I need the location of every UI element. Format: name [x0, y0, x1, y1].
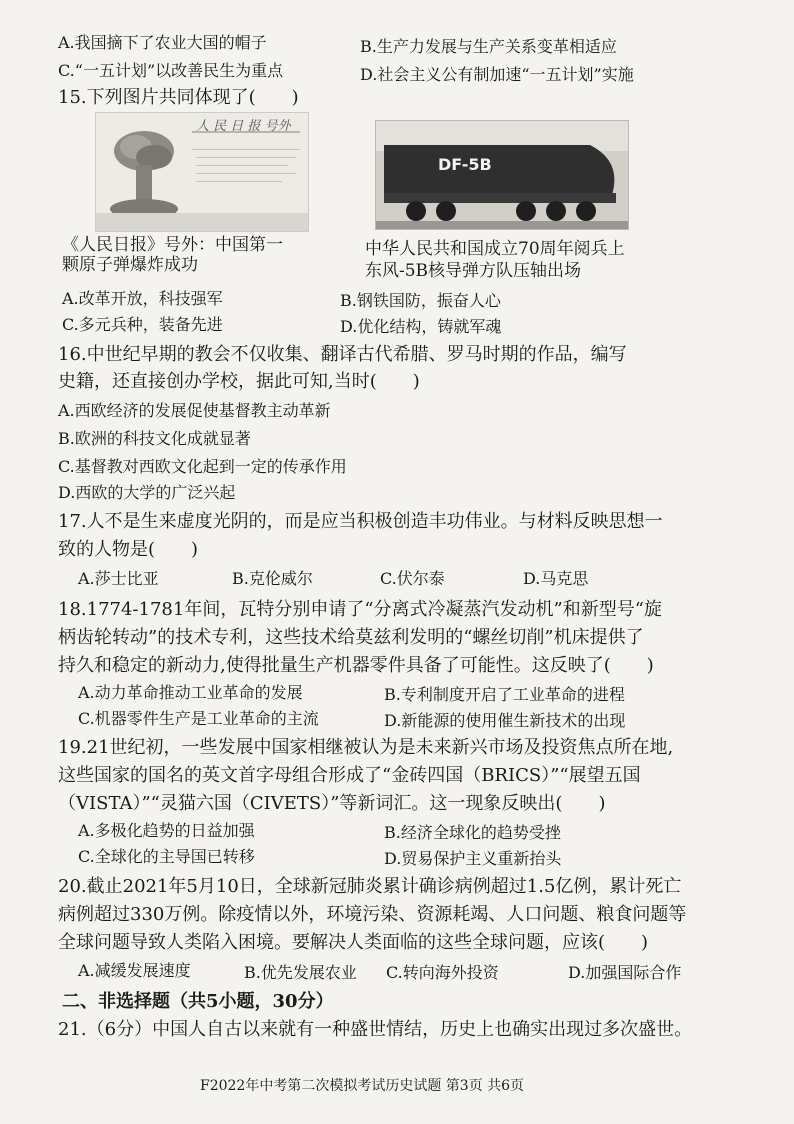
q20-stem-line1: 20.截止2021年5月10日，全球新冠肺炎累计确诊病例超过1.5亿例，累计死亡 [58, 876, 682, 897]
newspaper-masthead: 人 民 日 报 号外 [196, 119, 291, 134]
q20-option-c: C.转向海外投资 [386, 963, 499, 982]
q17-option-a: A.莎士比亚 [78, 569, 159, 588]
q19-option-a: A.多极化趋势的日益加强 [78, 821, 255, 840]
q14-option-c: C.“一五计划”以改善民生为重点 [58, 61, 284, 80]
q18-stem-line1: 18.1774-1781年间，瓦特分别申请了“分离式冷凝蒸汽发动机”和新型号“旋 [58, 599, 662, 620]
q15-option-a: A.改革开放，科技强军 [62, 289, 223, 308]
q15-image1-caption-line2: 颗原子弹爆炸成功 [62, 255, 198, 275]
q15-stem: 15.下列图片共同体现了( ) [58, 87, 299, 108]
q20-option-b: B.优先发展农业 [244, 963, 357, 982]
missile-vehicle-image [376, 121, 628, 229]
q19-stem-line3: （VISTA）”“灵猫六国（CIVETS）”等新词汇。这一现象反映出( ) [58, 793, 606, 814]
page-footer: F2022年中考第二次模拟考试历史试题 第3页 共6页 [200, 1078, 525, 1094]
q16-option-a: A.西欧经济的发展促使基督教主动革新 [58, 401, 331, 420]
q16-stem-line1: 16.中世纪早期的教会不仅收集、翻译古代希腊、罗马时期的作品，编写 [58, 344, 627, 365]
q20-option-a: A.减缓发展速度 [78, 961, 191, 980]
q16-option-c: C.基督教对西欧文化起到一定的传承作用 [58, 457, 347, 476]
q15-option-b: B.钢铁国防，振奋人心 [340, 291, 501, 310]
q15-option-c: C.多元兵种，装备先进 [62, 315, 223, 334]
missile-photo [375, 120, 629, 230]
q18-option-d: D.新能源的使用催生新技术的出现 [384, 711, 626, 730]
q18-stem-line2: 柄齿轮转动”的技术专利，这些技术给莫兹利发明的“螺丝切削”机床提供了 [58, 627, 644, 648]
q19-option-c: C.全球化的主导国已转移 [78, 847, 255, 866]
q19-stem-line2: 这些国家的国名的英文首字母组合形成了“金砖四国（BRICS）”“展望五国 [58, 765, 641, 786]
q17-option-b: B.克伦威尔 [232, 569, 313, 588]
q14-option-a: A.我国摘下了农业大国的帽子 [58, 33, 267, 52]
q14-option-d: D.社会主义公有制加速“一五计划”实施 [360, 65, 634, 84]
q18-option-c: C.机器零件生产是工业革命的主流 [78, 709, 319, 728]
q17-option-c: C.伏尔泰 [380, 569, 445, 588]
q20-option-d: D.加强国际合作 [568, 963, 682, 982]
q19-option-d: D.贸易保护主义重新抬头 [384, 849, 562, 868]
missile-label-text: DF-5B [438, 155, 492, 174]
q15-image1-caption-line1: 《人民日报》号外：中国第一 [62, 235, 283, 255]
q18-option-a: A.动力革命推动工业革命的发展 [78, 683, 303, 702]
q17-stem-line1: 17.人不是生来虚度光阴的，而是应当积极创造丰功伟业。与材料反映思想一 [58, 511, 663, 532]
q17-option-d: D.马克思 [523, 569, 589, 588]
q15-option-d: D.优化结构，铸就军魂 [340, 317, 502, 336]
q16-option-b: B.欧洲的科技文化成就显著 [58, 429, 251, 448]
q16-stem-line2: 史籍，还直接创办学校，据此可知,当时( ) [58, 371, 420, 392]
q19-option-b: B.经济全球化的趋势受挫 [384, 823, 561, 842]
q15-image2-caption-line1: 中华人民共和国成立70周年阅兵上 [365, 239, 625, 259]
q20-stem-line3: 全球问题导致人类陷入困境。要解决人类面临的这些全球问题，应该( ) [58, 932, 649, 953]
q14-option-b: B.生产力发展与生产关系变革相适应 [360, 37, 617, 56]
q19-stem-line1: 19.21世纪初，一些发展中国家相继被认为是未来新兴市场及投资焦点所在地, [58, 737, 674, 758]
q21-stem: 21.（6分）中国人自古以来就有一种盛世情结，历史上也确实出现过多次盛世。 [58, 1019, 693, 1040]
section-heading: 二、非选择题（共5小题，30分） [62, 991, 334, 1012]
q17-stem-line2: 致的人物是( ) [58, 539, 199, 560]
q20-stem-line2: 病例超过330万例。除疫情以外，环境污染、资源耗竭、人口问题、粮食问题等 [58, 904, 687, 925]
q18-option-b: B.专利制度开启了工业革命的进程 [384, 685, 625, 704]
newspaper-photo [95, 112, 309, 232]
q18-stem-line3: 持久和稳定的新动力,使得批量生产机器零件具备了可能性。这反映了( ) [58, 655, 654, 676]
q16-option-d: D.西欧的大学的广泛兴起 [58, 483, 236, 502]
q15-image2-caption-line2: 东风-5B核导弹方队压轴出场 [365, 261, 582, 281]
